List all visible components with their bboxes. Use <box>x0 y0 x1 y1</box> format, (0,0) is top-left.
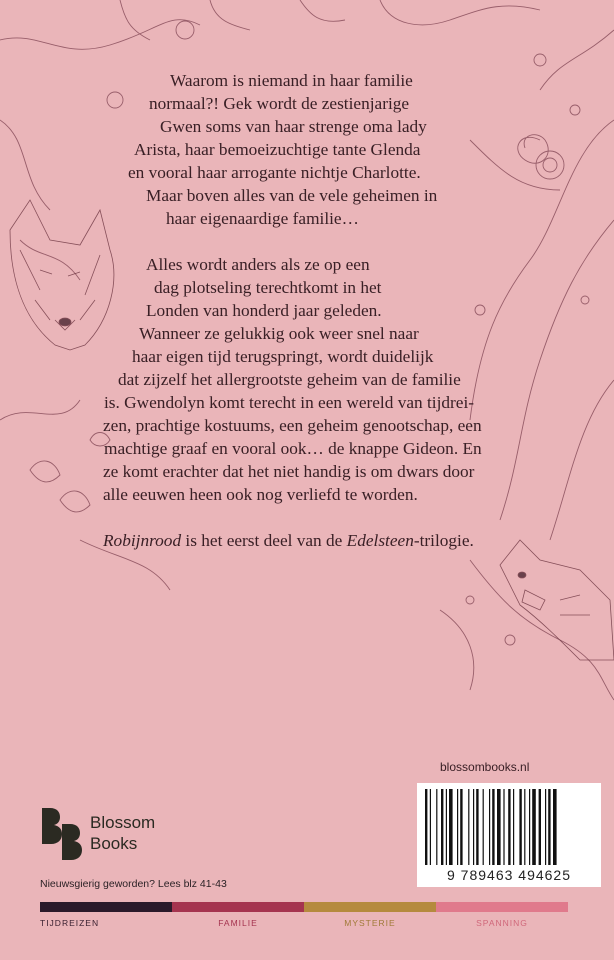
genre-label-tijdreizen: TIJDREIZEN <box>40 918 100 928</box>
publisher-name: Blossom Books <box>90 813 156 853</box>
barcode-bar <box>513 789 514 865</box>
blurb-line: alle eeuwen heen ook nog verliefd te worden. <box>103 485 418 504</box>
snarling-wolf-illustration <box>500 540 614 660</box>
blurb-line: Maar boven alles van de vele geheimen in <box>146 186 438 205</box>
barcode-bar <box>468 789 469 865</box>
genre-label-spanning: SPANNING <box>476 918 528 928</box>
blurb-line: Arista, haar bemoeizuchtige tante Glenda <box>134 140 421 159</box>
barcode-bar <box>473 789 474 865</box>
blurb-line: machtige graaf en vooral ook… de knappe Gideon. En <box>104 439 482 458</box>
blurb-line: haar eigen tijd terugspringt, wordt duidelijk <box>132 347 434 366</box>
genre-label-mysterie: MYSTERIE <box>344 918 396 928</box>
barcode-bar <box>483 789 484 865</box>
barcode-bar <box>519 789 521 865</box>
genre-bar-spanning <box>436 902 568 912</box>
barcode-bar <box>446 789 447 865</box>
barcode-bar <box>524 789 525 865</box>
blurb-line: is. Gwendolyn komt terecht in een wereld van tijdrei- <box>104 393 474 412</box>
isbn-number: 9 789463 494625 <box>447 867 571 883</box>
barcode-bar <box>545 789 546 865</box>
isbn-barcode <box>417 783 601 887</box>
blurb-line: normaal?! Gek wordt de zestienjarige <box>149 94 410 113</box>
barcode-bar <box>497 789 501 865</box>
barcode-bar <box>436 789 437 865</box>
barcode-bar <box>492 789 494 865</box>
series-note: Robijnrood is het eerst deel van de Edelsteen-trilogie. <box>103 531 474 550</box>
genre-bar-familie <box>172 902 304 912</box>
blurb-line: Gwen soms van haar strenge oma lady <box>160 117 427 136</box>
genre-bar-mysterie <box>304 902 436 912</box>
genre-labels <box>40 918 568 928</box>
barcode-bar <box>457 789 458 865</box>
blurb-line: Wanneer ze gelukkig ook weer snel naar <box>139 324 419 343</box>
barcode-bar <box>489 789 490 865</box>
blurb-line: dag plotseling terechtkomt in het <box>154 278 382 297</box>
barcode-bar <box>503 789 504 865</box>
publisher-website: blossombooks.nl <box>440 760 530 774</box>
barcode-bar <box>460 789 462 865</box>
barcode-bar <box>425 789 427 865</box>
wolf-illustration <box>10 200 114 350</box>
blurb-line: ze komt erachter dat het niet handig is om dwars door <box>103 462 475 481</box>
blurb-line: Londen van honderd jaar geleden. <box>146 301 382 320</box>
blurb-line: Waarom is niemand in haar familie <box>170 71 413 90</box>
barcode-bar <box>529 789 530 865</box>
barcode-bar <box>449 789 453 865</box>
barcode-bar <box>532 789 536 865</box>
barcode-bar <box>539 789 541 865</box>
blurb-line: haar eigenaardige familie… <box>166 209 359 228</box>
barcode-bar <box>548 789 550 865</box>
blurb-line: zen, prachtige kostuums, een geheim genootschap, een <box>103 416 482 435</box>
blurb-line: en vooral haar arrogante nichtje Charlotte. <box>128 163 421 182</box>
barcode-bar <box>430 789 431 865</box>
barcode-bar <box>476 789 478 865</box>
book-title: Robijnrood <box>103 531 182 550</box>
series-name: Edelsteen <box>346 531 414 550</box>
barcode-bar <box>508 789 510 865</box>
barcode-bars <box>425 789 593 865</box>
genre-bar-tijdreizen <box>40 902 172 912</box>
blurb-line: Alles wordt anders als ze op een <box>146 255 370 274</box>
blurb-line: dat zijzelf het allergrootste geheim van de familie <box>118 370 461 389</box>
teaser-text: Nieuwsgierig geworden? Lees blz 41-43 <box>40 878 227 890</box>
genre-label-familie: FAMILIE <box>218 918 258 928</box>
barcode-bar <box>441 789 443 865</box>
blossom-b-logo-icon <box>40 806 84 862</box>
genre-color-bar <box>40 902 568 912</box>
barcode-bar <box>553 789 557 865</box>
